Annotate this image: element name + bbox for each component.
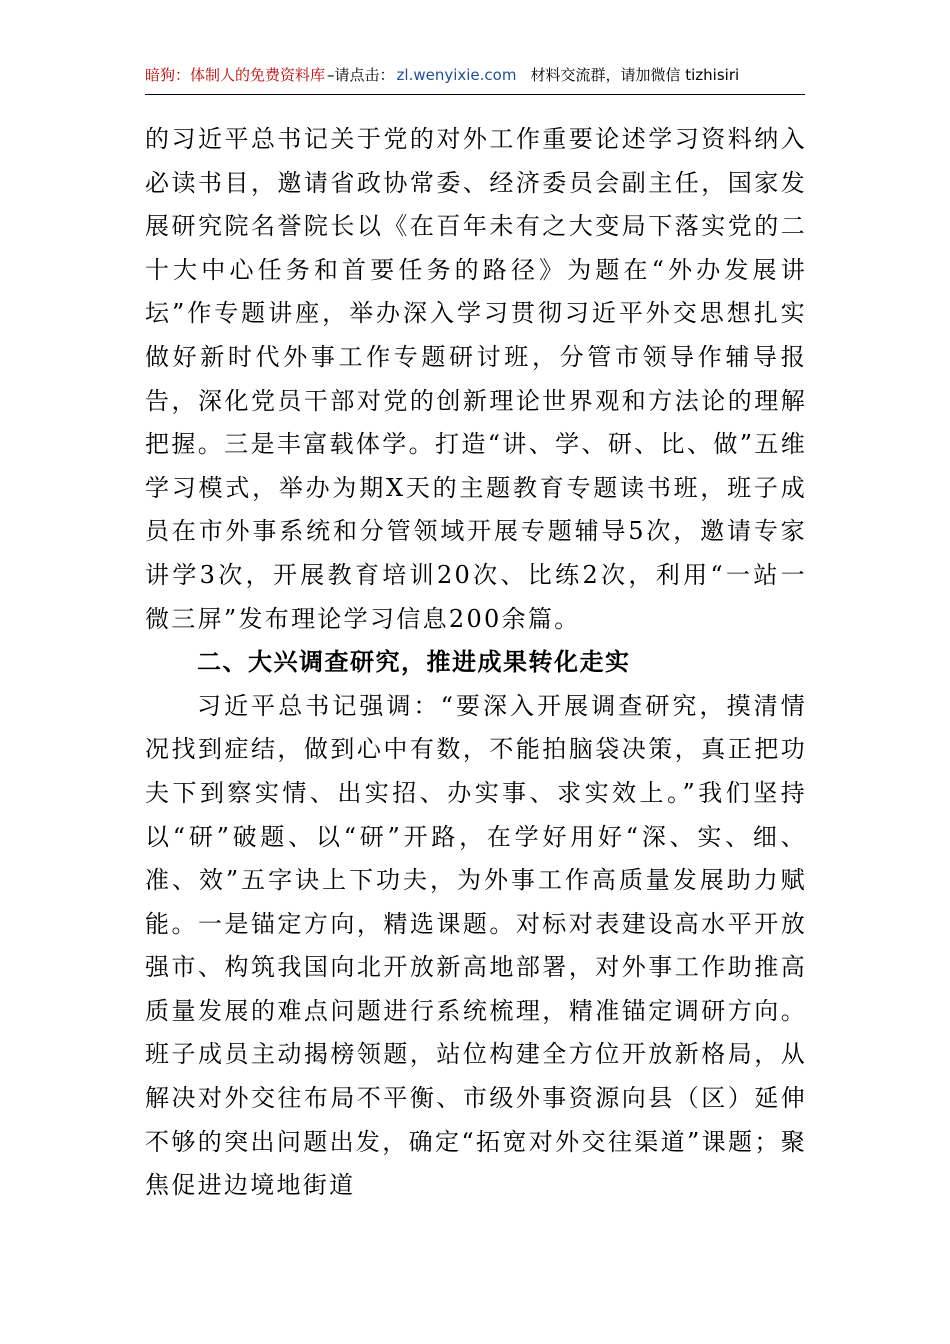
document-body <box>145 118 807 1208</box>
page-header <box>145 64 805 95</box>
body-paragraph-continued: 的习近平总书记关于党的对外工作重要论述学习资料纳入必读书目，邀请省政协常委、经济委员会副主任，国家发展研究院名誉院长以《在百年未有之大变局下落实党的二十大中心任务和首要任务的路径》为题在“外办发展讲坛”作专题讲座，举办深入学习贯彻习近平外交思想扎实做好新时代外事工作专题研讨班，分管市领导作辅导报告，深化党员干部对党的创新理论世界观和方法论的理解把握。三是丰富载体学。打造“讲、学、研、比、做”五维学习模式，举办为期X天的主题教育专题读书班，班子成员在市外事系统和分管领域开展专题辅导5次，邀请专家讲学3次，开展教育培训20次、比练2次，利用“一站一微三屏”发布理论学习信息200余篇。 <box>145 125 807 633</box>
header-group-note: 材料交流群，请加微信 tizhisiri <box>530 66 740 84</box>
body-paragraph: 习近平总书记强调：“要深入开展调查研究，摸清情况找到症结，做到心中有数，不能拍脑袋决策，真正把功夫下到察实情、出实招、办实事、求实效上。”我们坚持以“研”破题、以“研”开路，在学好用好“深、实、细、准、效”五字诀上下功夫，为外事工作高质量发展助力赋能。一是锚定方向，精选课题。对标对表建设高水平开放强市、构筑我国向北开放新高地部署，对外事工作助推高质量发展的难点问题进行系统梳理，精准锚定调研方向。班子成员主动揭榜领题，站位构建全方位开放新格局，从解决对外交往布局不平衡、市级外事资源向县（区）延伸不够的突出问题出发，确定“拓宽对外交往渠道”课题；聚焦促进边境地街道 <box>145 691 807 1200</box>
header-brand: 暗狗：体制人的免费资料库 <box>145 66 326 84</box>
section-heading: 二、大兴调查研究，推进成果转化走实 <box>197 648 631 677</box>
header-click-prompt: –请点击： <box>327 66 395 84</box>
header-url-link[interactable]: zl.wenyixie.com <box>396 66 517 84</box>
